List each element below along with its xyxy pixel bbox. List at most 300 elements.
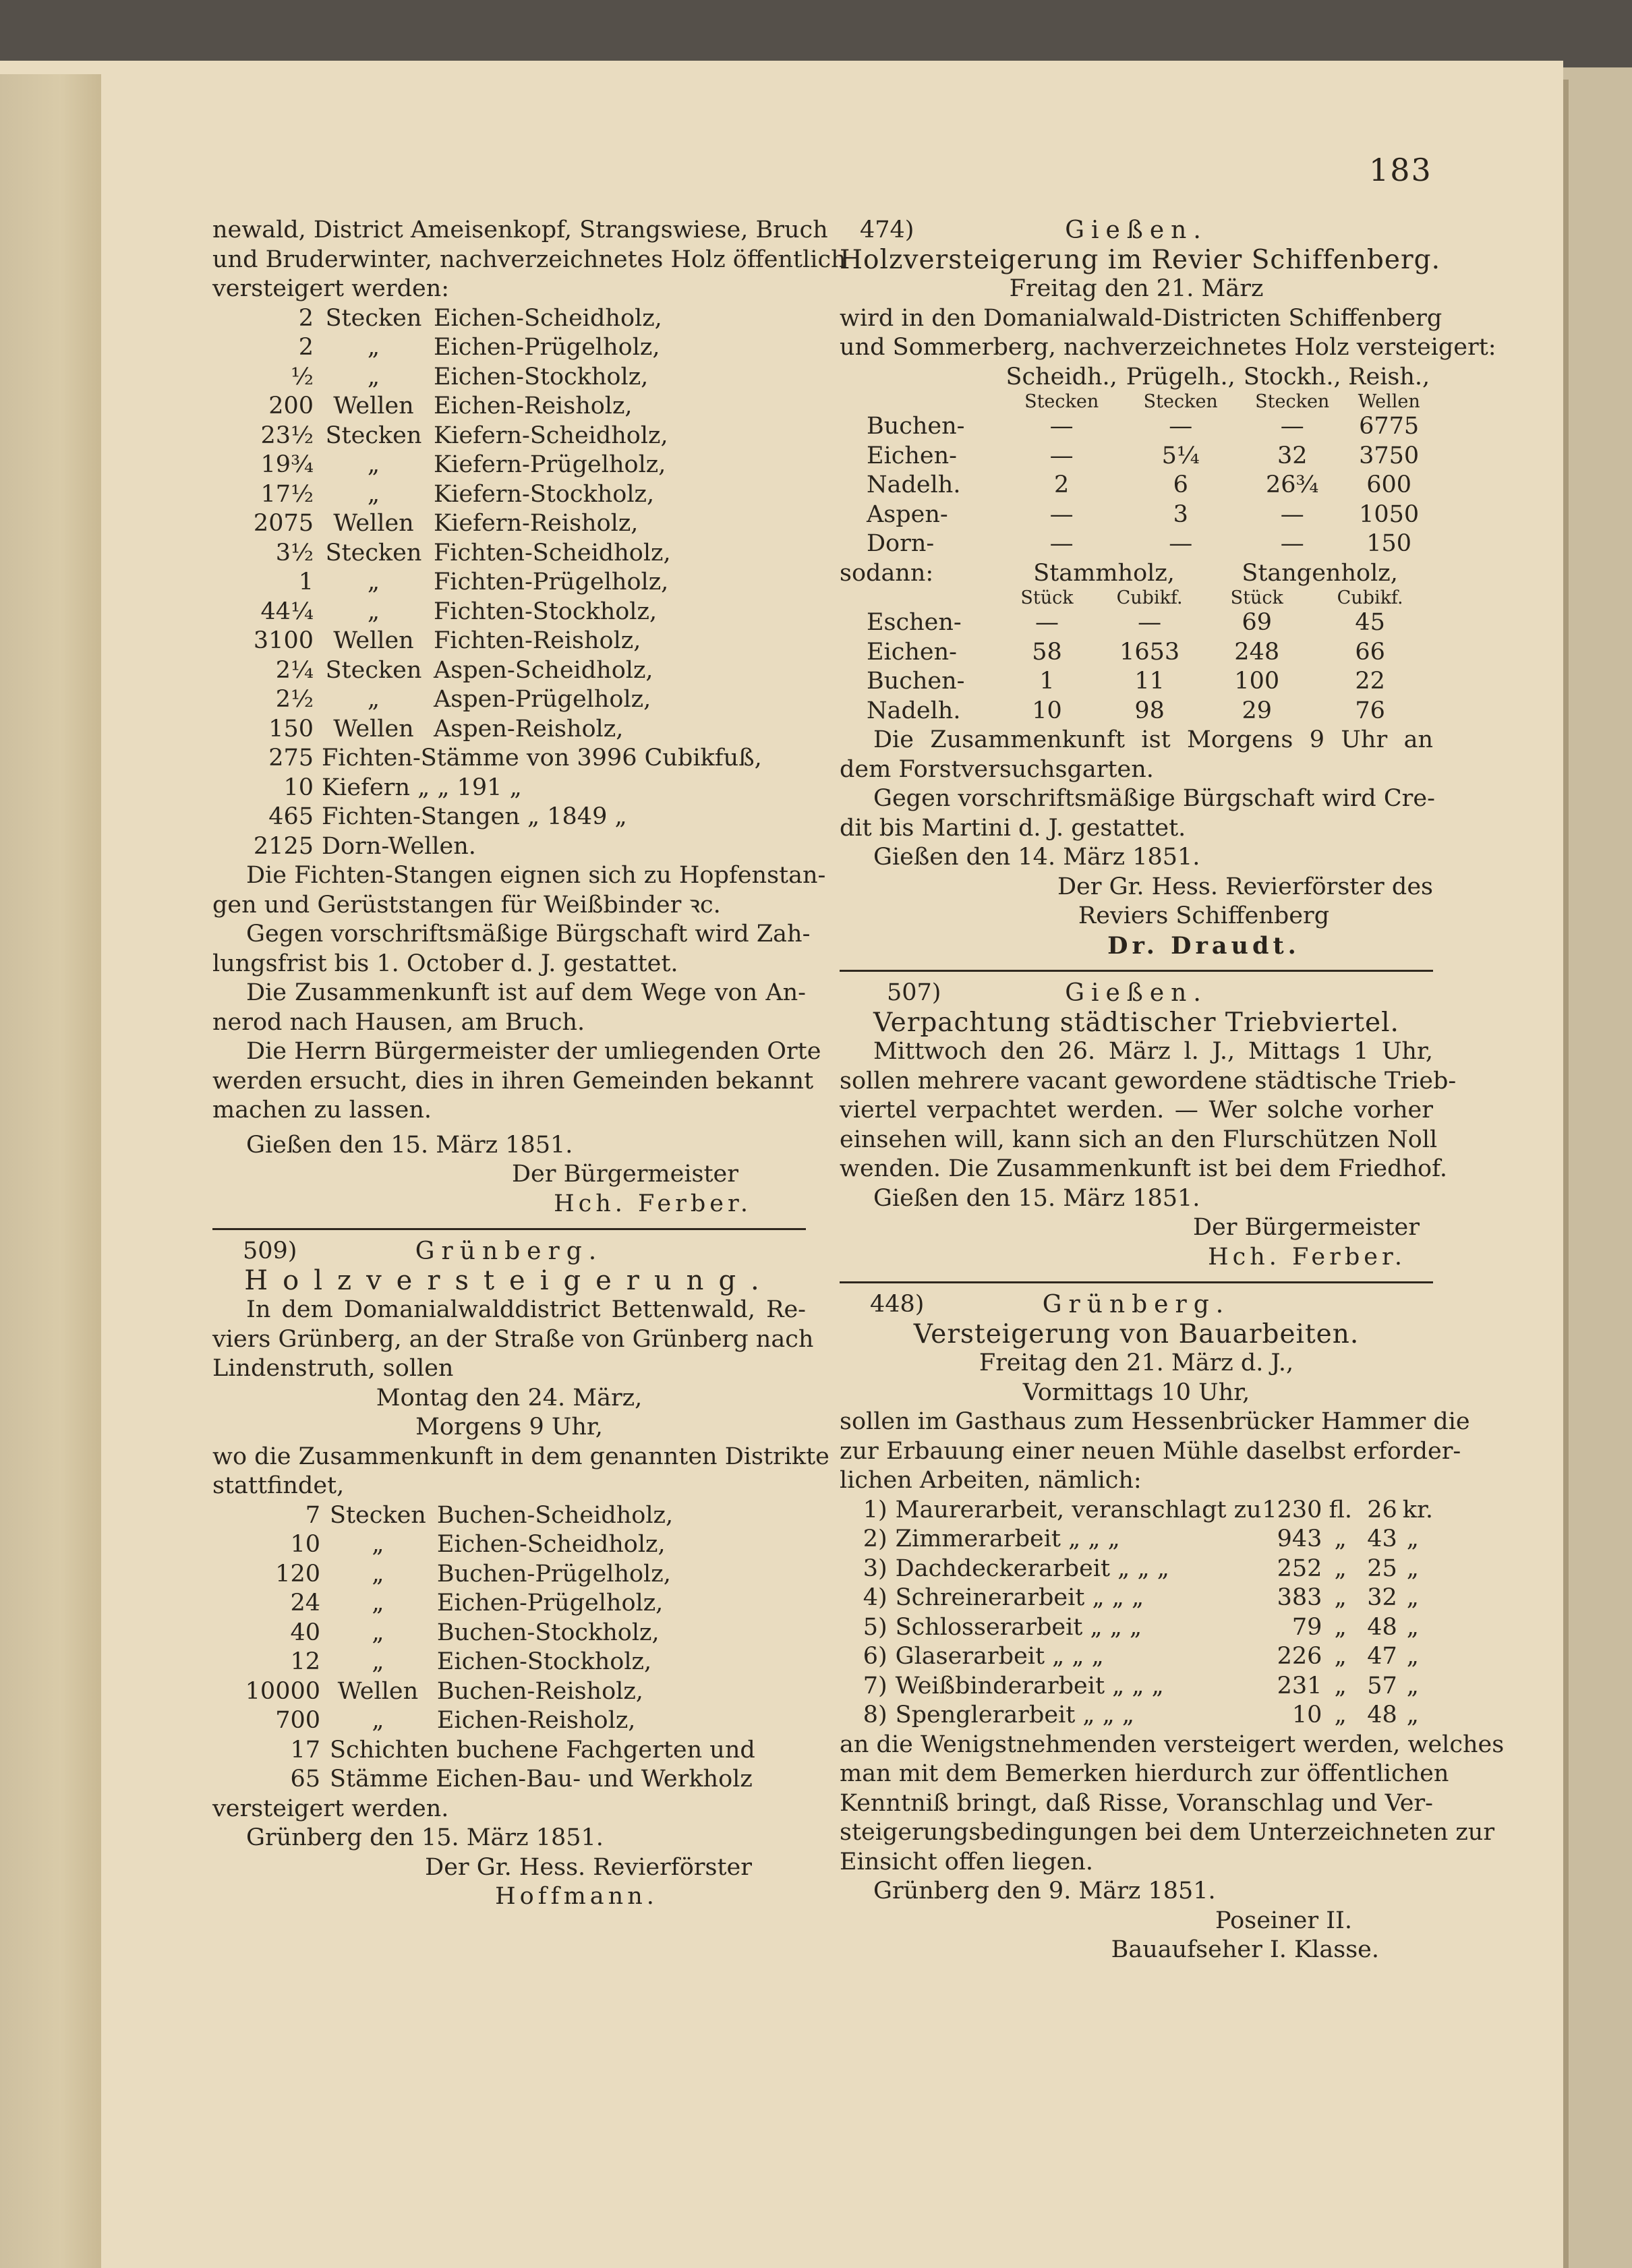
item-qty: 2½ bbox=[275, 686, 314, 713]
ditto-mark: „ bbox=[1334, 1672, 1347, 1699]
signature-title: Der Gr. Hess. Revierförster bbox=[425, 1853, 752, 1881]
list-item bbox=[212, 627, 671, 656]
item-unit: „ bbox=[372, 1531, 384, 1558]
date-line: Gießen den 15. März 1851. bbox=[246, 1131, 573, 1159]
row-label: Buchen- bbox=[867, 413, 965, 440]
notice-header bbox=[840, 979, 1433, 1008]
table-corner bbox=[840, 392, 1001, 412]
text-line: Die Fichten-Stangen eignen sich zu Hopfenstan- bbox=[246, 862, 826, 889]
ditto-mark: „ bbox=[1334, 1584, 1347, 1611]
text-line: dit bis Martini d. J. gestattet. bbox=[840, 814, 1186, 842]
work-name: Zimmerarbeit „ „ „ bbox=[895, 1525, 1120, 1552]
work-number: 7) bbox=[863, 1672, 887, 1699]
item-qty: 2 bbox=[298, 304, 314, 332]
list-item bbox=[212, 685, 671, 715]
item-qty: 12 bbox=[290, 1648, 320, 1675]
item-qty: 200 bbox=[268, 392, 314, 419]
item-qty: 19¾ bbox=[260, 451, 314, 478]
table-cell: 76 bbox=[1355, 697, 1385, 724]
notice-heading: Versteigerung von Bauarbeiten. bbox=[913, 1318, 1360, 1349]
list-item bbox=[212, 1530, 673, 1560]
item-desc: Fichten-Prügelholz, bbox=[434, 569, 669, 595]
text-line: man mit dem Bemerken hierdurch zur öffentlichen bbox=[840, 1760, 1449, 1787]
date-line: Grünberg den 9. März 1851. bbox=[873, 1878, 1216, 1904]
item-desc: Fichten-Stockholz, bbox=[434, 598, 658, 625]
text-line: sollen im Gasthaus zum Hessenbrücker Hammer die bbox=[840, 1408, 1470, 1435]
list-item bbox=[840, 1525, 1433, 1554]
notice-header bbox=[212, 1237, 806, 1267]
work-name: Schlosserarbeit „ „ „ bbox=[895, 1613, 1142, 1641]
signature-name: Hch. Ferber. bbox=[1208, 1243, 1406, 1271]
item-unit: „ bbox=[372, 1619, 384, 1646]
work-name: Spenglerarbeit „ „ „ bbox=[895, 1702, 1135, 1728]
item-qty: 275 bbox=[268, 745, 314, 772]
list-item bbox=[212, 1501, 673, 1531]
work-kr: 57 bbox=[1367, 1672, 1397, 1699]
table-cell: 1050 bbox=[1359, 500, 1420, 528]
item-unit: Stecken bbox=[330, 1501, 426, 1529]
row-label: Eichen- bbox=[867, 638, 957, 666]
text-line: zur Erbauung einer neuen Mühle daselbst erforder- bbox=[840, 1437, 1461, 1465]
item-desc: Eichen-Prügelholz, bbox=[436, 1590, 664, 1617]
column-unit: Wellen bbox=[1358, 391, 1420, 412]
list-item bbox=[840, 1496, 1433, 1525]
table-cell: — bbox=[1035, 609, 1059, 636]
item-desc: Kiefern-Stockholz, bbox=[434, 480, 655, 508]
row-label: Aspen- bbox=[867, 500, 948, 528]
text-line: gen und Gerüststangen für Weißbinder ꝛc. bbox=[212, 891, 721, 919]
text-line: werden ersucht, dies in ihren Gemeinden bekannt bbox=[212, 1067, 814, 1095]
column-unit: Stecken bbox=[1024, 391, 1099, 412]
list-item bbox=[212, 1736, 755, 1766]
notice-heading: Holzversteigerung im Revier Schiffenberg. bbox=[840, 244, 1440, 275]
table-cell: 1653 bbox=[1119, 638, 1180, 666]
text-line: Gegen vorschriftsmäßige Bürgschaft wird Cre- bbox=[873, 785, 1435, 812]
work-name: Glaserarbeit „ „ „ bbox=[895, 1643, 1104, 1670]
signature-title: Der Gr. Hess. Revierförster des bbox=[1057, 873, 1433, 900]
section-divider bbox=[840, 970, 1433, 972]
ditto-mark: „ bbox=[1334, 1613, 1347, 1641]
table-cell: 3 bbox=[1173, 500, 1188, 528]
list-item bbox=[212, 539, 671, 569]
column-header: Stockh., bbox=[1243, 363, 1341, 390]
list-item bbox=[840, 1583, 1433, 1613]
text-line: sollen mehrere vacant gewordene städtische Trieb- bbox=[840, 1067, 1457, 1095]
table-row bbox=[840, 529, 1433, 559]
item-unit: Stecken bbox=[325, 656, 422, 684]
text-line: Einsicht offen liegen. bbox=[840, 1848, 1093, 1876]
item-desc: Buchen-Scheidholz, bbox=[436, 1501, 674, 1529]
extra-list-509 bbox=[212, 1736, 755, 1795]
item-text: Kiefern „ „ 191 „ bbox=[322, 774, 522, 801]
item-qty: 17 bbox=[290, 1736, 320, 1764]
table-cell: 98 bbox=[1134, 697, 1165, 724]
table-cell: 3750 bbox=[1359, 442, 1420, 469]
list-item bbox=[840, 1613, 1433, 1643]
list-item bbox=[840, 1701, 1433, 1731]
notice-place: Grünberg. bbox=[1042, 1291, 1231, 1318]
text-line: an die Wenigstnehmenden versteigert werden, welches bbox=[840, 1731, 1505, 1758]
item-qty: 7 bbox=[305, 1501, 320, 1529]
work-fl: 10 bbox=[1291, 1702, 1322, 1728]
work-number: 8) bbox=[863, 1702, 887, 1728]
item-unit: Wellen bbox=[333, 715, 414, 743]
date-line: Gießen den 14. März 1851. bbox=[873, 844, 1200, 871]
work-fl: 383 bbox=[1277, 1584, 1322, 1611]
table-cell: — bbox=[1049, 500, 1074, 528]
item-qty: 150 bbox=[268, 715, 314, 743]
list-item bbox=[212, 1619, 673, 1648]
item-desc: Aspen-Prügelholz, bbox=[434, 686, 651, 713]
column-unit: Stecken bbox=[1255, 391, 1330, 412]
list-item bbox=[212, 509, 671, 539]
text-line: nerod nach Hausen, am Bruch. bbox=[212, 1008, 585, 1036]
item-desc: Kiefern-Scheidholz, bbox=[434, 421, 668, 449]
text-line: Die Zusammenkunft ist Morgens 9 Uhr an bbox=[873, 726, 1433, 753]
notice-number: 448) bbox=[870, 1291, 925, 1318]
item-desc: Buchen-Prügelholz, bbox=[436, 1560, 671, 1588]
notice-heading: Verpachtung städtischer Triebviertel. bbox=[873, 1007, 1399, 1038]
item-text: Schichten buchene Fachgerten und bbox=[330, 1736, 755, 1764]
notes-block bbox=[840, 726, 1433, 843]
notice-heading: Holzversteigerung. bbox=[244, 1264, 774, 1296]
table-row bbox=[840, 608, 1433, 638]
ditto-mark: „ bbox=[1406, 1554, 1419, 1582]
item-desc: Eichen-Prügelholz, bbox=[434, 334, 660, 361]
time-line: Morgens 9 Uhr, bbox=[415, 1414, 603, 1441]
item-unit: Stecken bbox=[325, 421, 422, 449]
facing-page-edge bbox=[0, 74, 101, 2268]
signature-name: Poseiner II. bbox=[1215, 1907, 1352, 1934]
item-unit: „ bbox=[367, 686, 380, 713]
item-unit: „ bbox=[367, 334, 380, 361]
text-line: und Bruderwinter, nachverzeichnetes Holz öffentlich bbox=[212, 245, 846, 273]
list-item bbox=[212, 1560, 673, 1590]
ditto-mark: „ bbox=[1334, 1643, 1347, 1670]
text-line: lichen Arbeiten, nämlich: bbox=[840, 1467, 1142, 1494]
work-name: Weißbinderarbeit „ „ „ bbox=[895, 1672, 1164, 1699]
list-item bbox=[212, 480, 671, 510]
work-kr: 25 bbox=[1367, 1554, 1397, 1582]
group-header: Stangenholz, bbox=[1242, 559, 1398, 587]
notice-place: Grünberg. bbox=[415, 1238, 604, 1265]
item-text: Fichten-Stangen „ 1849 „ bbox=[322, 803, 627, 830]
list-item bbox=[212, 803, 762, 832]
work-number: 6) bbox=[863, 1643, 887, 1670]
table-row bbox=[840, 412, 1433, 442]
notice-header bbox=[840, 216, 1433, 245]
item-desc: Eichen-Reisholz, bbox=[436, 1707, 636, 1734]
list-item bbox=[212, 598, 671, 627]
table-cell: 2 bbox=[1054, 471, 1070, 498]
item-unit: Stecken bbox=[325, 539, 422, 566]
text-line: steigerungsbedingungen bei dem Unterzeichneten zur bbox=[840, 1819, 1495, 1846]
item-unit: „ bbox=[372, 1590, 384, 1617]
work-kr: 43 bbox=[1367, 1525, 1397, 1552]
work-name: Schreinerarbeit „ „ „ bbox=[895, 1584, 1144, 1611]
work-fl: 226 bbox=[1277, 1643, 1322, 1670]
item-qty: 17½ bbox=[260, 480, 314, 508]
text-line: viers Grünberg, an der Straße von Grünberg nach bbox=[212, 1325, 814, 1353]
table-cell: 6 bbox=[1173, 471, 1188, 498]
ditto-mark: „ bbox=[1334, 1554, 1347, 1582]
notice-number: 507) bbox=[887, 979, 941, 1006]
wood-table-2 bbox=[840, 559, 1433, 726]
table-cell: — bbox=[1169, 530, 1193, 557]
text-line: einsehen will, kann sich an den Flurschützen Noll bbox=[840, 1126, 1438, 1153]
table-cell: 5¼ bbox=[1161, 442, 1200, 469]
item-desc: Eichen-Scheidholz, bbox=[434, 304, 662, 332]
signature-name: Hch. Ferber. bbox=[554, 1190, 752, 1217]
item-unit: „ bbox=[367, 363, 380, 390]
section-divider bbox=[212, 1228, 806, 1230]
notice-number: 474) bbox=[860, 216, 914, 243]
item-qty: 2075 bbox=[253, 510, 314, 537]
kr-unit: kr. bbox=[1402, 1496, 1433, 1523]
item-qty: 24 bbox=[290, 1590, 320, 1617]
list-item bbox=[212, 1765, 755, 1795]
list-item bbox=[212, 1706, 673, 1736]
item-unit: „ bbox=[372, 1707, 384, 1734]
row-label: Eschen- bbox=[867, 609, 962, 636]
ditto-mark: „ bbox=[1406, 1643, 1419, 1670]
work-fl: 943 bbox=[1277, 1525, 1322, 1552]
item-qty: 10000 bbox=[245, 1677, 320, 1705]
table-cell: 10 bbox=[1032, 697, 1062, 724]
text-line: Mittwoch den 26. März l. J., Mittags 1 Uhr, bbox=[873, 1038, 1433, 1065]
table-cell: — bbox=[1280, 500, 1304, 528]
item-unit: „ bbox=[367, 569, 380, 595]
table-row bbox=[840, 667, 1433, 697]
list-item bbox=[212, 1589, 673, 1619]
table-cell: 6775 bbox=[1359, 413, 1420, 440]
page-number: 183 bbox=[1369, 152, 1432, 188]
table-cell: 100 bbox=[1234, 668, 1280, 695]
item-desc: Fichten-Reisholz, bbox=[434, 627, 641, 654]
item-text: Fichten-Stämme von 3996 Cubikfuß, bbox=[322, 745, 762, 772]
ditto-mark: „ bbox=[1406, 1613, 1419, 1641]
work-fl: 79 bbox=[1291, 1613, 1322, 1641]
item-desc: Aspen-Scheidholz, bbox=[434, 656, 653, 684]
column-unit: Cubikf. bbox=[1337, 587, 1403, 608]
item-qty: 700 bbox=[275, 1707, 320, 1734]
list-item bbox=[212, 333, 671, 363]
date-line: Gießen den 15. März 1851. bbox=[873, 1184, 1200, 1212]
work-kr: 32 bbox=[1367, 1584, 1397, 1611]
notice-place: Gießen. bbox=[1065, 216, 1208, 244]
time-line: Vormittags 10 Uhr, bbox=[1022, 1378, 1250, 1406]
signature-title: Der Bürgermeister bbox=[511, 1161, 738, 1188]
work-fl: 252 bbox=[1277, 1554, 1322, 1582]
table-corner bbox=[840, 588, 1001, 608]
ditto-mark: „ bbox=[1406, 1672, 1419, 1699]
signature-name: Hoffmann. bbox=[495, 1883, 658, 1910]
ditto-mark: „ bbox=[1406, 1702, 1419, 1728]
item-desc: Fichten-Scheidholz, bbox=[434, 539, 671, 566]
signature-title: Reviers Schiffenberg bbox=[1078, 902, 1330, 929]
table-unit-row bbox=[840, 392, 1433, 412]
table-cell: — bbox=[1049, 442, 1074, 469]
table-cell: 22 bbox=[1355, 668, 1385, 695]
table-cell: — bbox=[1169, 413, 1193, 440]
ditto-mark: „ bbox=[1334, 1702, 1347, 1728]
list-item bbox=[212, 832, 762, 862]
table-row bbox=[840, 697, 1433, 726]
item-qty: 2125 bbox=[253, 832, 314, 860]
table-corner bbox=[840, 363, 1001, 392]
list-item bbox=[212, 744, 762, 774]
item-qty: 2¼ bbox=[275, 656, 314, 684]
fl-unit: fl. bbox=[1329, 1496, 1352, 1523]
work-fl: 1230 bbox=[1262, 1496, 1322, 1523]
wood-table-1 bbox=[840, 363, 1433, 559]
item-desc: Kiefern-Prügelholz, bbox=[434, 451, 666, 478]
signature-name: Dr. Draudt. bbox=[1107, 931, 1300, 960]
work-number: 1) bbox=[863, 1496, 887, 1523]
item-unit: „ bbox=[367, 451, 380, 478]
wood-list-509 bbox=[212, 1501, 673, 1736]
item-text: Stämme Eichen-Bau- und Werkholz bbox=[330, 1766, 753, 1793]
item-qty: 465 bbox=[268, 803, 314, 830]
item-desc: Eichen-Reisholz, bbox=[434, 392, 633, 419]
item-qty: 3100 bbox=[253, 627, 314, 654]
list-item bbox=[212, 392, 671, 421]
item-unit: „ bbox=[367, 598, 380, 625]
work-number: 5) bbox=[863, 1613, 887, 1641]
work-name: Dachdeckerarbeit „ „ „ bbox=[895, 1554, 1169, 1582]
item-desc: Eichen-Stockholz, bbox=[434, 363, 649, 390]
text-line: stattfindet, bbox=[212, 1472, 345, 1499]
text-line: wenden. Die Zusammenkunft ist bei dem Friedhof. bbox=[840, 1155, 1447, 1182]
list-item bbox=[212, 421, 671, 451]
text-line: Gegen vorschriftsmäßige Bürgschaft wird Zah- bbox=[246, 921, 811, 948]
ditto-mark: „ bbox=[1406, 1584, 1419, 1611]
table-cell: — bbox=[1138, 609, 1162, 636]
notes-block bbox=[212, 861, 826, 1126]
list-item bbox=[212, 1648, 673, 1677]
list-item bbox=[212, 363, 671, 392]
table-cell: — bbox=[1049, 413, 1074, 440]
group-header: Stammholz, bbox=[1033, 559, 1175, 587]
date-line: Grünberg den 15. März 1851. bbox=[246, 1824, 604, 1851]
text-line: dem Forstversuchsgarten. bbox=[840, 755, 1154, 783]
item-qty: 1 bbox=[298, 569, 314, 595]
item-qty: 120 bbox=[275, 1560, 320, 1588]
work-kr: 48 bbox=[1367, 1613, 1397, 1641]
item-unit: Wellen bbox=[333, 627, 414, 654]
work-kr: 47 bbox=[1367, 1643, 1397, 1670]
table-cell: 29 bbox=[1242, 697, 1272, 724]
row-label: Nadelh. bbox=[867, 697, 961, 724]
text-line: Die Zusammenkunft ist auf dem Wege von An- bbox=[246, 979, 806, 1006]
item-desc: Eichen-Stockholz, bbox=[436, 1648, 652, 1675]
row-label: Eichen- bbox=[867, 442, 957, 469]
work-name: Maurerarbeit, veranschlagt zu bbox=[895, 1496, 1262, 1523]
item-qty: 2 bbox=[298, 334, 314, 361]
item-unit: Wellen bbox=[333, 510, 414, 537]
table-row bbox=[840, 638, 1433, 668]
right-column bbox=[840, 216, 1505, 1965]
item-text: Dorn-Wellen. bbox=[322, 832, 476, 860]
table-row bbox=[840, 442, 1433, 471]
text-line: wo die Zusammenkunft in dem genannten Distrikte bbox=[212, 1443, 829, 1470]
item-qty: 10 bbox=[290, 1531, 320, 1558]
ditto-mark: „ bbox=[1406, 1525, 1419, 1552]
item-qty: ½ bbox=[291, 363, 314, 390]
wood-list bbox=[212, 304, 671, 745]
day-line: Montag den 24. März, bbox=[376, 1384, 643, 1412]
item-desc: Buchen-Reisholz, bbox=[436, 1677, 643, 1705]
item-desc: Aspen-Reisholz, bbox=[434, 715, 624, 743]
table-cell: 150 bbox=[1366, 530, 1412, 557]
row-label: Nadelh. bbox=[867, 471, 961, 498]
table-row bbox=[840, 471, 1433, 500]
table-cell: 58 bbox=[1032, 638, 1062, 666]
table-cell: — bbox=[1280, 530, 1304, 557]
table-header-row bbox=[840, 363, 1433, 392]
table-header-row bbox=[840, 559, 1433, 589]
signature-title: Bauaufseher I. Klasse. bbox=[1111, 1936, 1379, 1963]
signature-title: Der Bürgermeister bbox=[1192, 1214, 1420, 1241]
item-unit: Wellen bbox=[337, 1677, 419, 1705]
table-cell: 26¾ bbox=[1266, 471, 1319, 498]
table-row bbox=[840, 500, 1433, 530]
column-header: Scheidh., bbox=[1006, 363, 1117, 390]
work-fl: 231 bbox=[1277, 1672, 1322, 1699]
text-line: machen zu lassen. bbox=[212, 1097, 432, 1124]
text-line: Lindenstruth, sollen bbox=[212, 1355, 454, 1382]
list-item bbox=[212, 656, 671, 686]
column-header: Reish., bbox=[1348, 363, 1430, 390]
item-qty: 65 bbox=[290, 1766, 320, 1793]
column-unit: Cubikf. bbox=[1116, 587, 1183, 608]
trunk-list bbox=[212, 744, 762, 861]
text-line: versteigert werden: bbox=[212, 275, 450, 302]
closing-line: versteigert werden. bbox=[212, 1795, 449, 1822]
row-label: Dorn- bbox=[867, 530, 935, 557]
work-number: 3) bbox=[863, 1554, 887, 1582]
works-list bbox=[840, 1496, 1433, 1731]
item-unit: „ bbox=[372, 1648, 384, 1675]
table-cell: 32 bbox=[1277, 442, 1308, 469]
text-line: viertel verpachtet werden. — Wer solche vorher bbox=[840, 1097, 1433, 1124]
table-cell: 1 bbox=[1039, 668, 1055, 695]
list-item bbox=[212, 568, 671, 598]
column-unit: Stecken bbox=[1143, 391, 1218, 412]
item-qty: 44¼ bbox=[260, 598, 314, 625]
text-line: lungsfrist bis 1. October d. J. gestattet. bbox=[212, 950, 678, 977]
list-item bbox=[840, 1642, 1433, 1672]
text-line: newald, District Ameisenkopf, Strangswiese, Bruch bbox=[212, 216, 828, 243]
work-number: 2) bbox=[863, 1525, 887, 1552]
text-line: wird in den Domanialwald-Districten Schiffenberg bbox=[840, 304, 1442, 332]
column-unit: Stück bbox=[1230, 587, 1283, 608]
table-cell: — bbox=[1049, 530, 1074, 557]
item-desc: Buchen-Stockholz, bbox=[436, 1619, 660, 1646]
notice-place: Gießen. bbox=[1065, 979, 1208, 1007]
list-item bbox=[212, 774, 762, 803]
list-item bbox=[840, 1672, 1433, 1702]
day-line: Freitag den 21. März d. J., bbox=[979, 1349, 1294, 1376]
date-line: Freitag den 21. März bbox=[1009, 275, 1264, 302]
table-cell: 69 bbox=[1242, 609, 1272, 636]
column-unit: Stück bbox=[1020, 587, 1074, 608]
work-kr: 48 bbox=[1367, 1702, 1397, 1728]
section-divider bbox=[840, 1281, 1433, 1283]
text-line: Kenntniß bringt, daß Risse, Voranschlag und Ver- bbox=[840, 1789, 1433, 1817]
item-desc: Eichen-Scheidholz, bbox=[436, 1531, 666, 1558]
sodann-label: sodann: bbox=[840, 559, 934, 587]
